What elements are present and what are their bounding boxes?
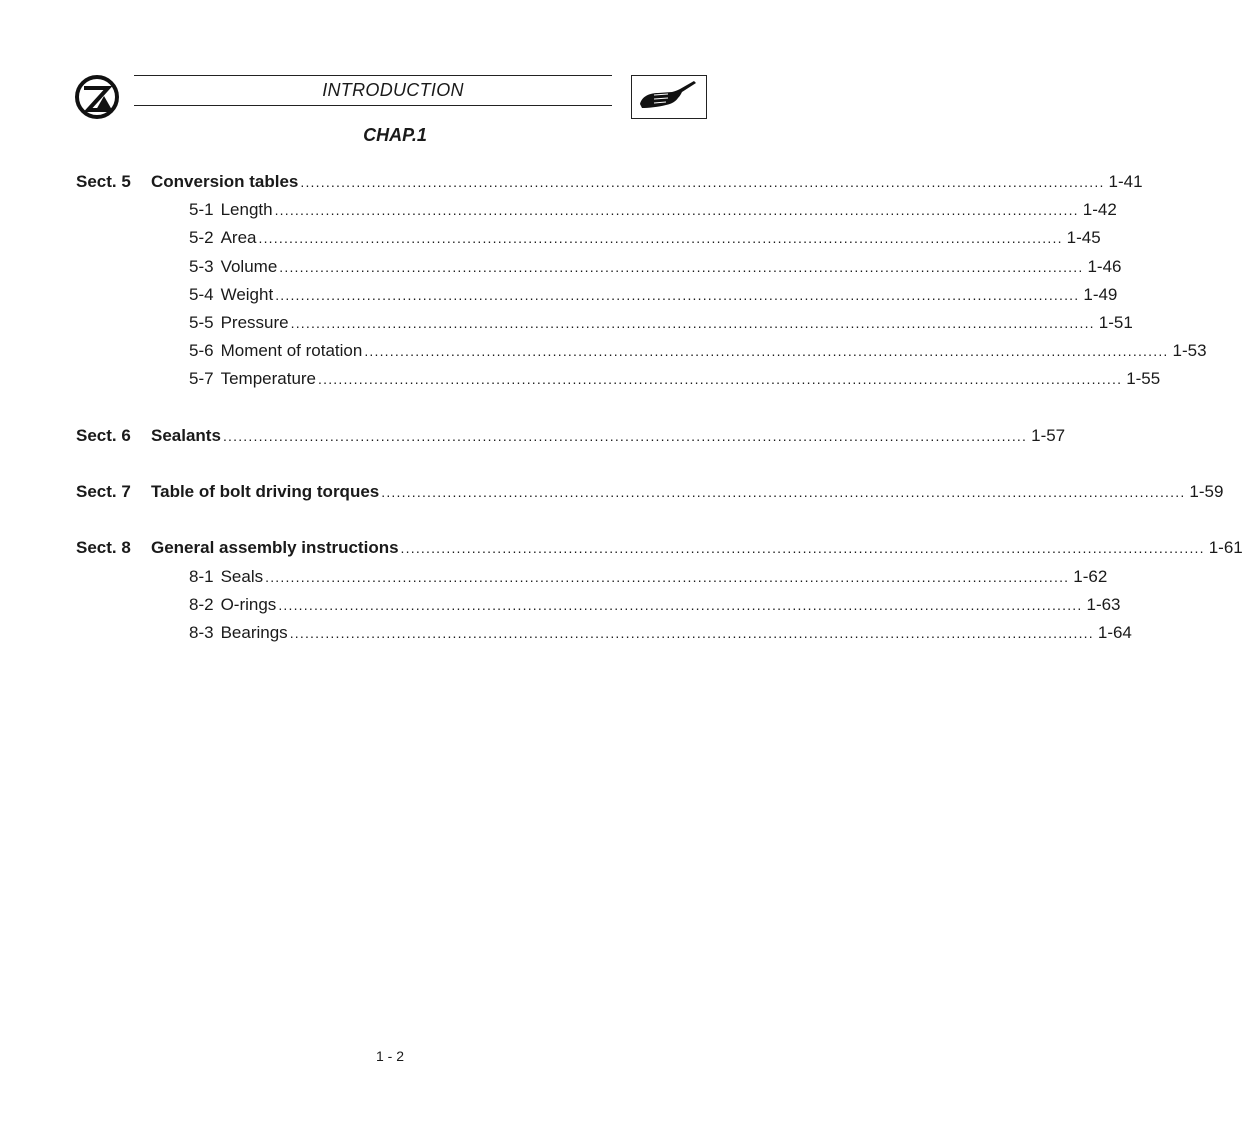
toc-subsection-entry[interactable]: [189, 200, 1117, 222]
section-page-ref: 1-41: [1108, 172, 1143, 191]
subsection-title: Length: [220, 200, 273, 220]
toc-subsection-entry[interactable]: [189, 341, 1207, 363]
dot-leader: ..............................................................................................................................................................: [381, 484, 1186, 500]
toc-subsection-entry[interactable]: [189, 228, 1101, 250]
subsection-title: Seals: [220, 566, 264, 586]
dot-leader: ..............................................................................................................................................................: [300, 174, 1105, 190]
subsection-number: 5-3: [189, 256, 214, 276]
header-top-rule: [134, 75, 612, 76]
toc-subsection-entry[interactable]: [189, 256, 1122, 279]
dot-leader: ..............................................................................................................................................................: [222, 427, 1028, 444]
subsection-page-ref: 1-62: [1073, 566, 1108, 586]
subsection-title: Volume: [220, 256, 278, 276]
subsection-number: 5-4: [189, 284, 214, 304]
chapter-heading: CHAP.1: [363, 125, 427, 145]
toc-subsection-entry[interactable]: [189, 284, 1118, 307]
subsection-page-ref: 1-46: [1087, 256, 1122, 276]
section-number: Sect. 8: [76, 538, 131, 558]
subsection-number: 5-2: [189, 228, 214, 248]
dot-leader: ..............................................................................................................................................................: [265, 568, 1070, 585]
subsection-page-ref: 1-53: [1172, 341, 1207, 361]
toc-section-entry[interactable]: [76, 538, 1243, 560]
dot-leader: ..............................................................................................................................................................: [279, 258, 1084, 275]
subsection-title: Temperature: [220, 369, 317, 389]
section-title: General assembly instructions: [151, 538, 399, 558]
subsection-number: 8-2: [189, 594, 214, 614]
tools-logo-icon: [74, 74, 120, 120]
subsection-number: 8-1: [189, 566, 214, 586]
page-number: 1 - 2: [375, 1048, 404, 1064]
section-page-ref: 1-57: [1031, 425, 1066, 445]
subsection-page-ref: 1-51: [1098, 313, 1133, 332]
section-number: Sect. 6: [76, 425, 131, 445]
toc-section-entry[interactable]: [76, 172, 1143, 194]
subsection-number: 5-5: [189, 313, 214, 332]
subsection-page-ref: 1-55: [1126, 369, 1161, 389]
section-number: Sect. 5: [76, 172, 131, 191]
subsection-title: Moment of rotation: [220, 341, 363, 361]
subsection-title: O-rings: [220, 594, 277, 614]
section-page-ref: 1-59: [1189, 482, 1224, 501]
subsection-number: 5-1: [189, 200, 214, 220]
toc-subsection-entry[interactable]: [189, 622, 1132, 645]
subsection-page-ref: 1-42: [1082, 200, 1117, 220]
subsection-number: 5-6: [189, 341, 214, 361]
dot-leader: ..............................................................................................................................................................: [258, 230, 1063, 247]
subsection-title: Bearings: [220, 622, 288, 642]
subsection-number: 5-7: [189, 369, 214, 389]
dot-leader: ..............................................................................................................................................................: [274, 202, 1079, 219]
toc-subsection-entry[interactable]: [189, 594, 1121, 617]
subsection-page-ref: 1-64: [1097, 622, 1132, 642]
dot-leader: ..............................................................................................................................................................: [278, 596, 1083, 613]
toc-section-entry[interactable]: [76, 425, 1066, 448]
section-title: Sealants: [151, 425, 221, 445]
toc-section-entry[interactable]: [76, 482, 1224, 504]
toc-subsection-entry[interactable]: [189, 369, 1161, 391]
dot-leader: ..............................................................................................................................................................: [400, 540, 1205, 557]
dot-leader: ..............................................................................................................................................................: [275, 286, 1080, 303]
section-title: Conversion tables: [151, 172, 299, 191]
dot-leader: ..............................................................................................................................................................: [364, 343, 1169, 360]
dot-leader: ..............................................................................................................................................................: [289, 624, 1094, 641]
subsection-page-ref: 1-63: [1086, 594, 1121, 614]
dot-leader: ..............................................................................................................................................................: [318, 371, 1123, 388]
subsection-title: Pressure: [220, 313, 289, 332]
header-bottom-rule: [134, 105, 612, 106]
pointing-hand-icon: [631, 75, 707, 119]
section-title: Table of bolt driving torques: [151, 482, 380, 501]
toc-subsection-entry[interactable]: [189, 313, 1133, 335]
dot-leader: ..............................................................................................................................................................: [290, 315, 1095, 331]
subsection-title: Area: [220, 228, 257, 248]
header-title: INTRODUCTION: [322, 80, 464, 100]
section-number: Sect. 7: [76, 482, 131, 501]
subsection-title: Weight: [220, 284, 274, 304]
subsection-number: 8-3: [189, 622, 214, 642]
toc-subsection-entry[interactable]: [189, 566, 1108, 589]
subsection-page-ref: 1-45: [1066, 228, 1101, 248]
section-page-ref: 1-61: [1208, 538, 1243, 558]
subsection-page-ref: 1-49: [1083, 284, 1118, 304]
